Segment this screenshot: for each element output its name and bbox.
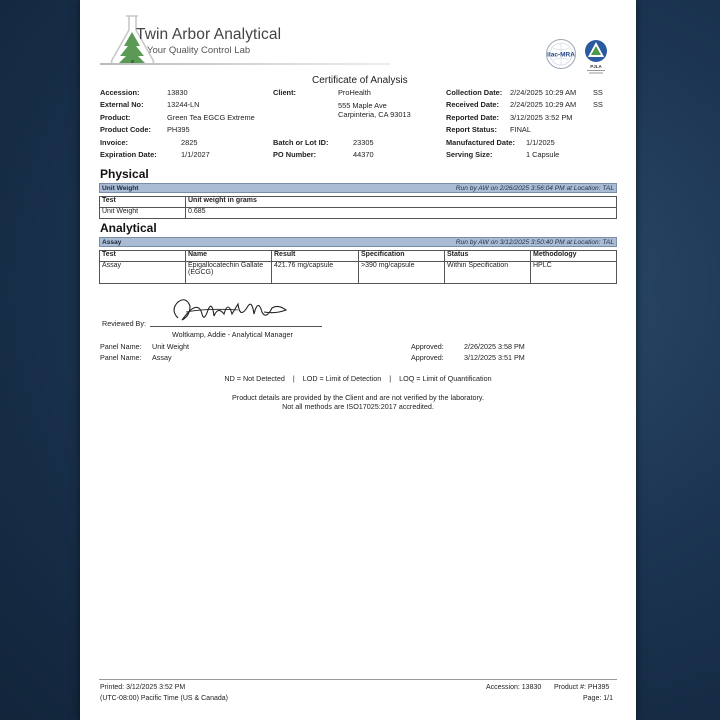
received-initials: SS	[593, 100, 603, 109]
panel-name-label: Panel Name:	[100, 342, 142, 351]
client-name: ProHealth	[338, 88, 371, 97]
accession-value: 13830	[167, 88, 188, 97]
column-header: Result	[272, 251, 359, 262]
product-label: Product:	[100, 113, 131, 122]
expiration-value: 1/1/2027	[181, 150, 210, 159]
external-no-label: External No:	[100, 100, 144, 109]
accession-label: Accession:	[100, 88, 140, 97]
reported-date-label: Reported Date:	[446, 113, 499, 122]
reported-date-value: 3/12/2025 3:52 PM	[510, 113, 573, 122]
assay-run-info: Run by AW on 3/12/2025 3:50:40 PM at Location: TAL	[455, 239, 614, 246]
column-header: Test	[100, 197, 186, 208]
abbreviation-legend: ND = Not Detected | LOD = Limit of Detection | LOQ = Limit of Quantification	[224, 374, 492, 383]
unit-weight-panel-name: Unit Weight	[102, 185, 139, 192]
footer-accession: Accession: 13830	[486, 684, 542, 691]
table-cell: Epigallocatechin Gallate (EGCG)	[186, 262, 272, 284]
invoice-label: Invoice:	[100, 138, 128, 147]
product-code-label: Product Code:	[100, 125, 151, 134]
approved-value: 3/12/2025 3:51 PM	[464, 353, 525, 362]
panel-name-value: Assay	[152, 353, 172, 362]
table-cell: 421.76 mg/capsule	[272, 262, 359, 284]
table-header-row	[100, 197, 617, 208]
printed-timezone: (UTC-08:00) Pacific Time (US & Canada)	[100, 695, 228, 702]
table-row	[100, 262, 617, 284]
column-header: Methodology	[531, 251, 617, 262]
analytical-section-title: Analytical	[100, 221, 157, 235]
pjla-badge	[581, 38, 611, 76]
report-status-value: FINAL	[510, 125, 531, 134]
printed-timestamp: Printed: 3/12/2025 3:52 PM	[100, 684, 186, 691]
reviewer-name: Woltkamp, Addie - Analytical Manager	[172, 330, 293, 339]
table-row	[100, 208, 617, 219]
collection-initials: SS	[593, 88, 603, 97]
column-header: Status	[445, 251, 531, 262]
product-value: Green Tea EGCG Extreme	[167, 113, 255, 122]
unit-weight-panel-bar	[99, 183, 617, 193]
table-cell: Unit Weight	[100, 208, 186, 219]
external-no-value: 13244-LN	[167, 100, 200, 109]
document-title: Certificate of Analysis	[312, 75, 408, 86]
assay-panel-bar	[99, 237, 617, 247]
approved-value: 2/26/2025 3:58 PM	[464, 342, 525, 351]
assay-panel-name: Assay	[102, 239, 122, 246]
certificate-page	[80, 0, 636, 720]
approved-label: Approved:	[411, 342, 444, 351]
physical-results-table	[99, 196, 617, 219]
product-code-value: PH395	[167, 125, 190, 134]
invoice-value: 2825	[181, 138, 198, 147]
table-header-row	[100, 251, 617, 262]
brand-name: Twin Arbor Analytical	[136, 26, 282, 43]
collection-date-label: Collection Date:	[446, 88, 503, 97]
page-number: Page: 1/1	[583, 695, 613, 702]
column-header: Name	[186, 251, 272, 262]
brand-tagline: Your Quality Control Lab	[147, 45, 251, 56]
collection-date-value: 2/24/2025 10:29 AM	[510, 88, 577, 97]
table-cell: >390 mg/capsule	[359, 262, 445, 284]
signature-line	[150, 326, 322, 327]
header-divider	[100, 63, 390, 65]
physical-section-title: Physical	[100, 167, 149, 181]
manufactured-date-label: Manufactured Date:	[446, 138, 515, 147]
panel-name-label: Panel Name:	[100, 353, 142, 362]
table-cell: 0.685	[186, 208, 617, 219]
panel-name-value: Unit Weight	[152, 342, 190, 351]
approved-label: Approved:	[411, 353, 444, 362]
column-header: Specification	[359, 251, 445, 262]
received-date-value: 2/24/2025 10:29 AM	[510, 100, 577, 109]
footer-divider	[99, 679, 617, 680]
po-label: PO Number:	[273, 150, 317, 159]
expiration-label: Expiration Date:	[100, 150, 157, 159]
manufactured-date-value: 1/1/2025	[526, 138, 555, 147]
column-header: Test	[100, 251, 186, 262]
analytical-results-table	[99, 250, 617, 284]
reviewed-by-label: Reviewed By:	[102, 319, 146, 328]
report-status-label: Report Status:	[446, 125, 497, 134]
ilac-text: ilac-MRA	[547, 51, 575, 59]
unit-weight-run-info: Run by AW on 2/26/2025 3:56:04 PM at Location: TAL	[455, 185, 614, 192]
disclaimer-line2: Not all methods are ISO17025:2017 accredited.	[282, 402, 434, 411]
received-date-label: Received Date:	[446, 100, 499, 109]
batch-label: Batch or Lot ID:	[273, 138, 329, 147]
footer-product: Product #: PH395	[554, 684, 610, 691]
serving-size-label: Serving Size:	[446, 150, 493, 159]
table-cell: Assay	[100, 262, 186, 284]
table-cell: Within Specification	[445, 262, 531, 284]
ilac-mra-badge	[545, 38, 577, 70]
reviewer-signature	[168, 292, 296, 328]
serving-size-value: 1 Capsule	[526, 150, 560, 159]
batch-value: 23305	[353, 138, 374, 147]
column-header: Unit weight in grams	[186, 197, 617, 208]
client-label: Client:	[273, 88, 296, 97]
po-value: 44370	[353, 150, 374, 159]
pjla-text: PJLA	[590, 64, 602, 69]
client-address-line2: Carpinteria, CA 93013	[338, 110, 411, 119]
client-address-line1: 555 Maple Ave	[338, 101, 387, 110]
disclaimer-line1: Product details are provided by the Client and are not verified by the laboratory.	[232, 393, 484, 402]
table-cell: HPLC	[531, 262, 617, 284]
